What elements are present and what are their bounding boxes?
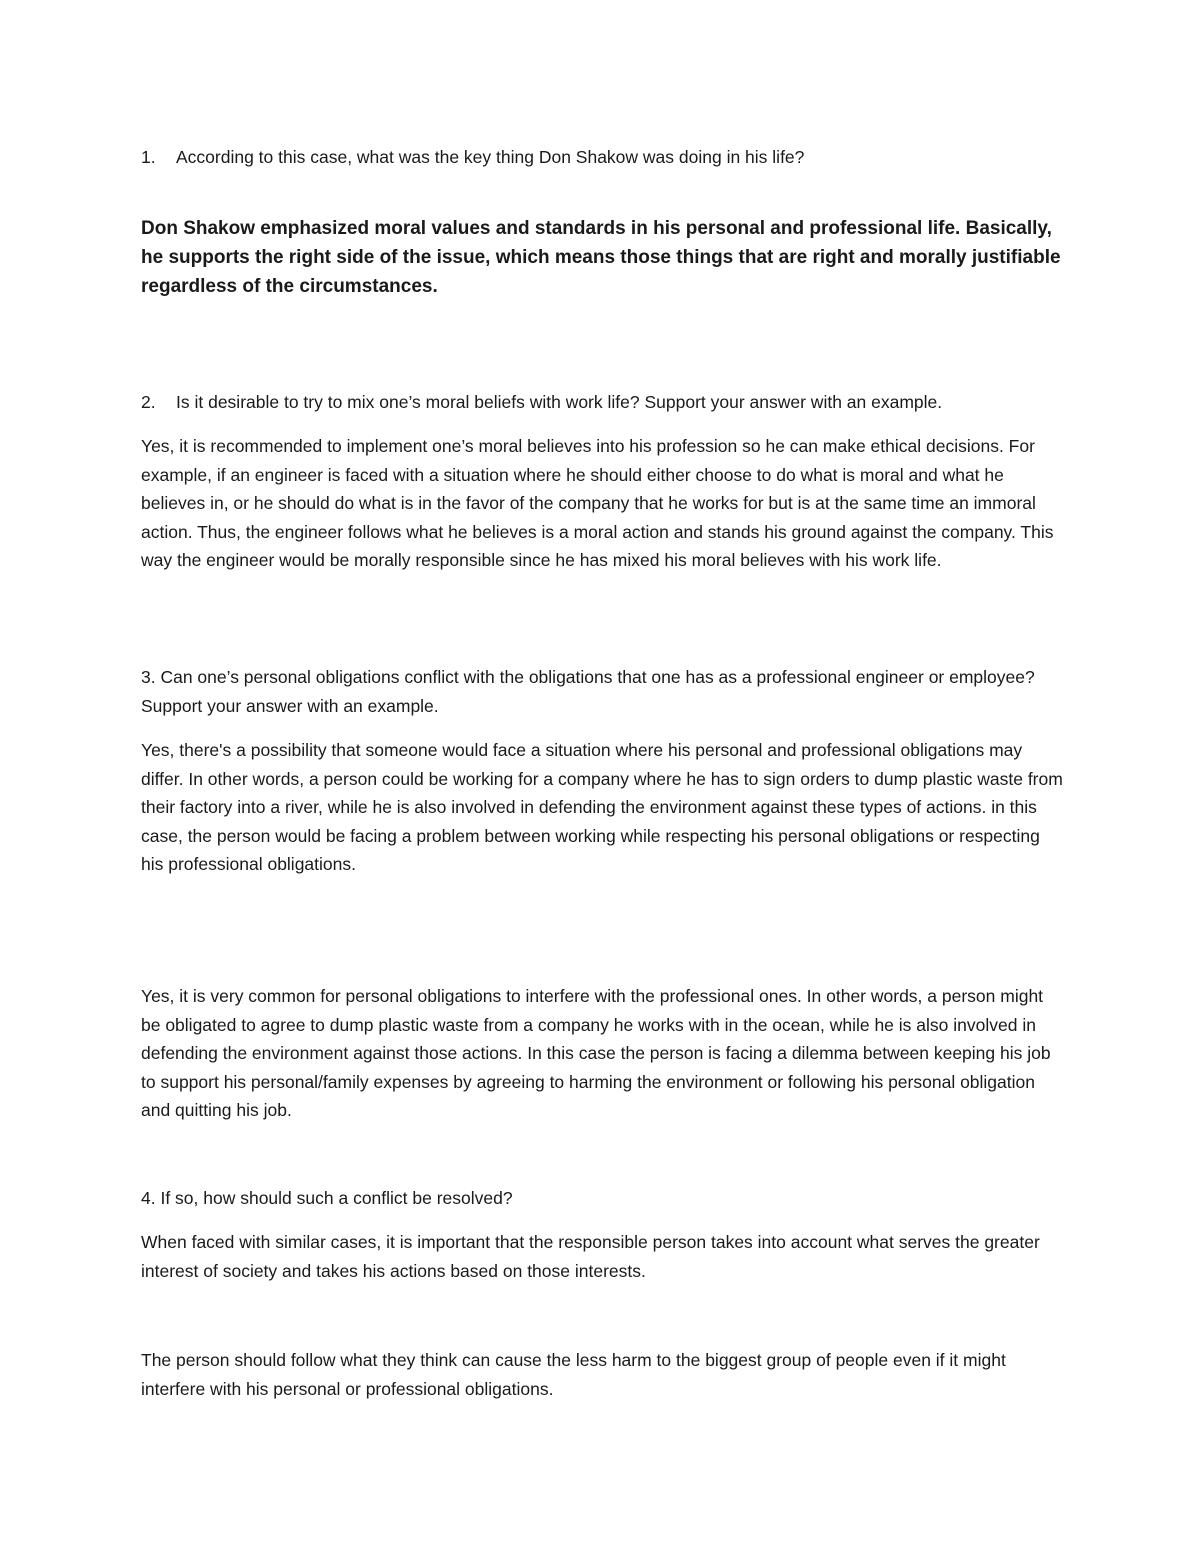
question-1-number: 1. xyxy=(141,147,156,167)
question-3: 3. Can one’s personal obligations conflict with the obligations that one has as a professional engineer or employee? Support your answer with an example. xyxy=(141,667,1035,716)
answer-3-alternate: Yes, it is very common for personal obligations to interfere with the professional ones. In other words, a person might be obligated to agree to dump plastic waste from a company he works with in the ocean, while he is also involved in defending the environment against those actions. In this case the person is facing a dilemma between keeping his job to support his personal/family expenses by agreeing to harming the environment or following his personal obligation and quitting his job. xyxy=(141,986,1051,1120)
question-4: 4. If so, how should such a conflict be resolved? xyxy=(141,1188,513,1208)
answer-4-alternate: The person should follow what they think can cause the less harm to the biggest group of people even if it might interfere with his personal or professional obligations. xyxy=(141,1350,1006,1399)
question-1 xyxy=(141,143,1066,172)
answer-3: Yes, there's a possibility that someone would face a situation where his personal and professional obligations may differ. In other words, a person could be working for a company where he has to sign orders to dump plastic waste from their factory into a river, while he is also involved in defending the environment against these types of actions. in this case, the person would be facing a problem between working while respecting his personal obligations or respecting his professional obligations. xyxy=(141,740,1063,874)
answer-4: When faced with similar cases, it is important that the responsible person takes into account what serves the greater interest of society and takes his actions based on those interests. xyxy=(141,1232,1040,1281)
answer-1: Don Shakow emphasized moral values and standards in his personal and professional life. Basically, he supports the right side of the issue, which means those things that are right and morally justifiable regardless of the circumstances. xyxy=(141,218,1061,297)
answer-2: Yes, it is recommended to implement one’s moral believes into his profession so he can make ethical decisions. For example, if an engineer is faced with a situation where he should either choose to do what is moral and what he believes in, or he should do what is in the favor of the company that he works for but is at the same time an immoral action. Thus, the engineer follows what he believes is a moral action and stands his ground against the company. This way the engineer would be morally responsible since he has mixed his moral believes with his work life. xyxy=(141,436,1054,570)
question-2-text: Is it desirable to try to mix one’s moral beliefs with work life? Support your answer with an example. xyxy=(176,392,943,412)
question-2-number: 2. xyxy=(141,392,156,412)
question-1-text: According to this case, what was the key thing Don Shakow was doing in his life? xyxy=(176,147,805,167)
question-2 xyxy=(141,388,1066,417)
